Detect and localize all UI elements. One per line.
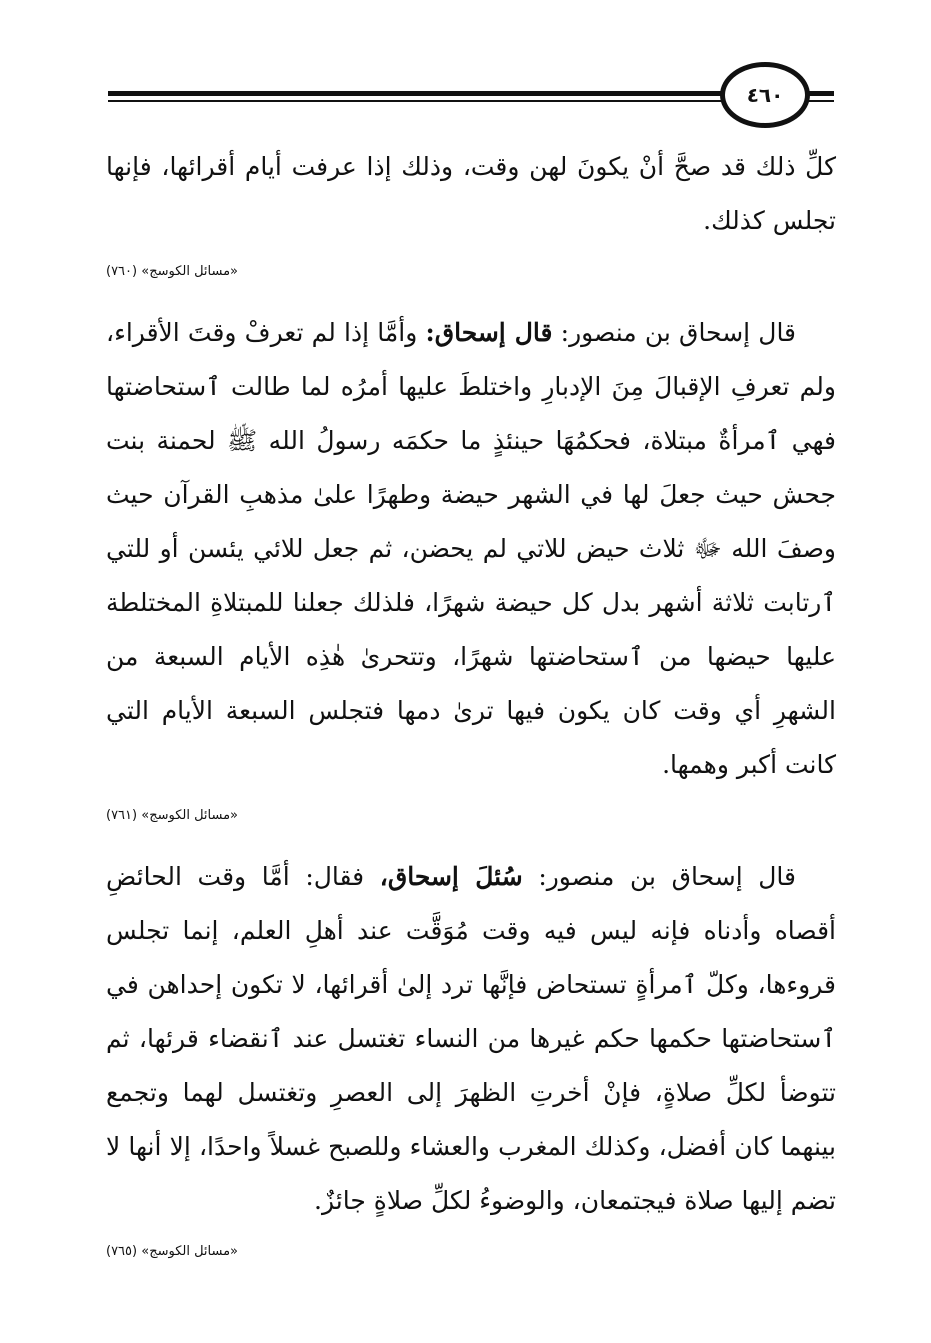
paragraph-text: فقال: أمَّا وقت الحائضِ أقصاه وأدناه فإنه ليس فيه وقت مُوَقَّت عند أهلِ العلم، إنما تجلس قروءها، وكلّ ٱمرأةٍ تستحاض فإنَّها ترد إلىٰ أقرائها، لا تكون إحداهن في ٱستحاضتها حكمها حكم غيرها من النساء تغتسل عند ٱنقضاء قرئها، ثم تتوضأ لكلِّ صلاةٍ، فإنْ أخرتِ الظهرَ إلى العصرِ وتغتسل لهما وتجمع بينهما كان أفضل، وكذلك المغرب والعشاء وللصبح غسلاً واحدًا، إلا أنها لا تضم إليها صلاة فيجتمعان، والوضوءُ لكلِّ صلاةٍ جائزٌ. (106, 862, 836, 1215)
paragraph-prefix: قال إسحاق بن منصور: (552, 318, 797, 347)
paragraph (106, 140, 836, 248)
header-rule (808, 100, 834, 102)
header-rule (108, 100, 728, 102)
paragraph-text: وأمَّا إذا لم تعرفْ وقتَ الأقراء، ولم تعرفِ الإقبالَ مِنَ الإدبارِ واختلطَ عليها أمرُه لما طالت ٱستحاضتها فهي ٱمرأةٌ مبتلاة، فحكمُهَا حينئذٍ ما حكمَه رسولُ الله ﷺ لحمنة بنت جحش حيث جعلَ لها في الشهر حيضة وطهرًا علىٰ مذهبِ القرآن حيث وصفَ الله ﷻ ثلاث حيض للاتي لم يحضن، ثم جعل للائي يئسن أو للتي ٱرتابت ثلاثة أشهر بدل كل حيضة شهرًا، فلذلك جعلنا للمبتلاةِ المختلطة عليها حيضها من ٱستحاضتها شهرًا، وتتحرىٰ هٰذِه الأيام السبعة من الشهرِ أي وقت كان يكون فيها ترىٰ دمها فتجلس السبعة الأيام التي كانت أكبر وهمها. (106, 318, 836, 779)
page-number: ٤٦٠ (746, 83, 784, 107)
source-reference (106, 804, 836, 828)
paragraph-text: كلِّ ذلك قد صحَّ أنْ يكونَ لهن وقت، وذلك إذا عرفت أيام أقرائها، فإنها تجلس كذلك. (106, 152, 836, 235)
reference-text: «مسائل الكوسج» (٧٦١) (106, 808, 239, 823)
paragraph-prefix: قال إسحاق بن منصور: (522, 862, 796, 891)
source-reference (106, 260, 836, 284)
paragraph (106, 306, 836, 792)
paragraph (106, 850, 836, 1228)
page-number-badge (720, 62, 810, 128)
header-rule (808, 91, 834, 96)
source-reference (106, 1240, 836, 1264)
reference-text: «مسائل الكوسج» (٧٦٠) (106, 264, 239, 279)
reference-text: «مسائل الكوسج» (٧٦٥) (106, 1244, 239, 1259)
speaker-name: سُئلَ إسحاق، (379, 862, 523, 891)
header-rule (108, 91, 728, 96)
page-body (106, 140, 836, 1286)
page-header (108, 62, 834, 132)
speaker-name: قال إسحاق: (425, 318, 553, 347)
